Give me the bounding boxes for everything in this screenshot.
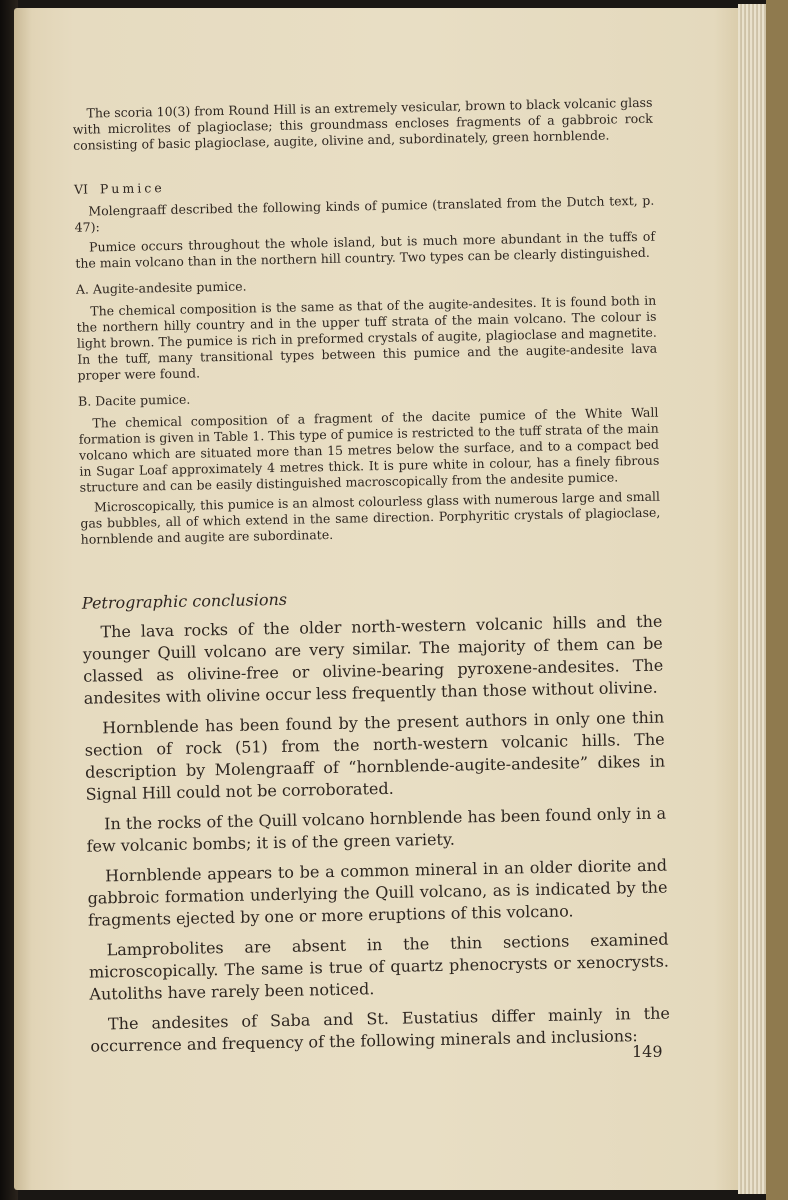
pumice-intro: Molengraaff described the following kinds of pumice (translated from the Dutch text, p. 47): (74, 192, 655, 235)
section-title: Pumice (99, 180, 165, 197)
book-cover-board (766, 0, 788, 1200)
augite-andesite-text: The chemical composition is the same as that of the augite-andesites. It is found both in the northern hilly country and in the upper tuff strata of the main volcano. The colour is light brown. The pumice is rich in preformed crystals of augite, plagioclase and magnetite. In the tuff, many transitional types between this pumice and the augite-andesite lava proper were found. (76, 292, 658, 383)
scoria-section (72, 95, 653, 154)
conclusions-section (82, 611, 670, 1058)
subheading-dacite: B. Dacite pumice. (77, 391, 191, 409)
pumice-section (74, 193, 660, 548)
pumice-occurrence: Pumice occurs throughout the whole island, but is much more abundant in the tuffs of the main volcano than in the northern hill country. Two types can be clearly distinguished. (75, 228, 656, 271)
dacite-microscopic-text: Microscopically, this pumice is an almost colourless glass with numerous large and small gas bubbles, all of which extend in the same direction. Porphyritic crystals of plagioclase, hornblende and augite are subordinate. (80, 488, 661, 547)
page-number: 149 (632, 1042, 663, 1061)
scoria-paragraph: The scoria 10(3) from Round Hill is an extremely vesicular, brown to black volcanic glass with microlites of plagioclase; this groundmass encloses fragments of a gabbroic rock consisting of basic plagioclase, augite, olivine and, subordinately, green hornblende. (72, 94, 653, 153)
conclusion-paragraph: Hornblende appears to be a common mineral in an older diorite and gabbroic formation underlying the Quill volcano, as is indicated by the fragments ejected by one or more eruptions of this volcano. (87, 855, 668, 930)
conclusion-paragraph: In the rocks of the Quill volcano hornblende has been found only in a few volcanic bombs; it is of the green variety. (86, 803, 667, 856)
conclusion-paragraph: The lava rocks of the older north-western volcanic hills and the younger Quill volcano are very similar. The majority of them can be classed as olivine-free or olivine-bearing pyroxene-andesites. The andesites with olivine occur less frequently than those without olivine. (82, 611, 664, 708)
conclusions-heading: Petrographic conclusions (81, 589, 288, 613)
section-number: VI (73, 181, 89, 197)
conclusion-paragraph: Hornblende has been found by the present authors in only one thin section of rock (51) from the north-western volcanic hills. The description by Molengraaff of “hornblende-augite-andesite” dikes in Signal Hill could not be corroborated. (84, 707, 666, 804)
page-content (72, 95, 670, 1066)
conclusion-paragraph: The andesites of Saba and St. Eustatius differ mainly in the occurrence and frequency of the following minerals and inclusions: (90, 1003, 671, 1056)
subheading-augite-andesite: A. Augite-andesite pumice. (75, 278, 247, 297)
conclusion-paragraph: Lamprobolites are absent in the thin sections examined microscopically. The same is true of quartz phenocrysts or xenocrysts. Autoliths have rarely been noticed. (88, 929, 670, 1004)
dacite-text: The chemical composition of a fragment of the dacite pumice of the White Wall formation is given in Table 1. This type of pumice is restricted to the tuff strata of the main volcano which are situated more than 15 metres below the surface, and to a compact bed in Sugar Loaf approximately 4 metres thick. It is pure white in colour, has a finely fibrous structure and can be easily distinguished macroscopically from the andesite pumice. (78, 404, 660, 495)
